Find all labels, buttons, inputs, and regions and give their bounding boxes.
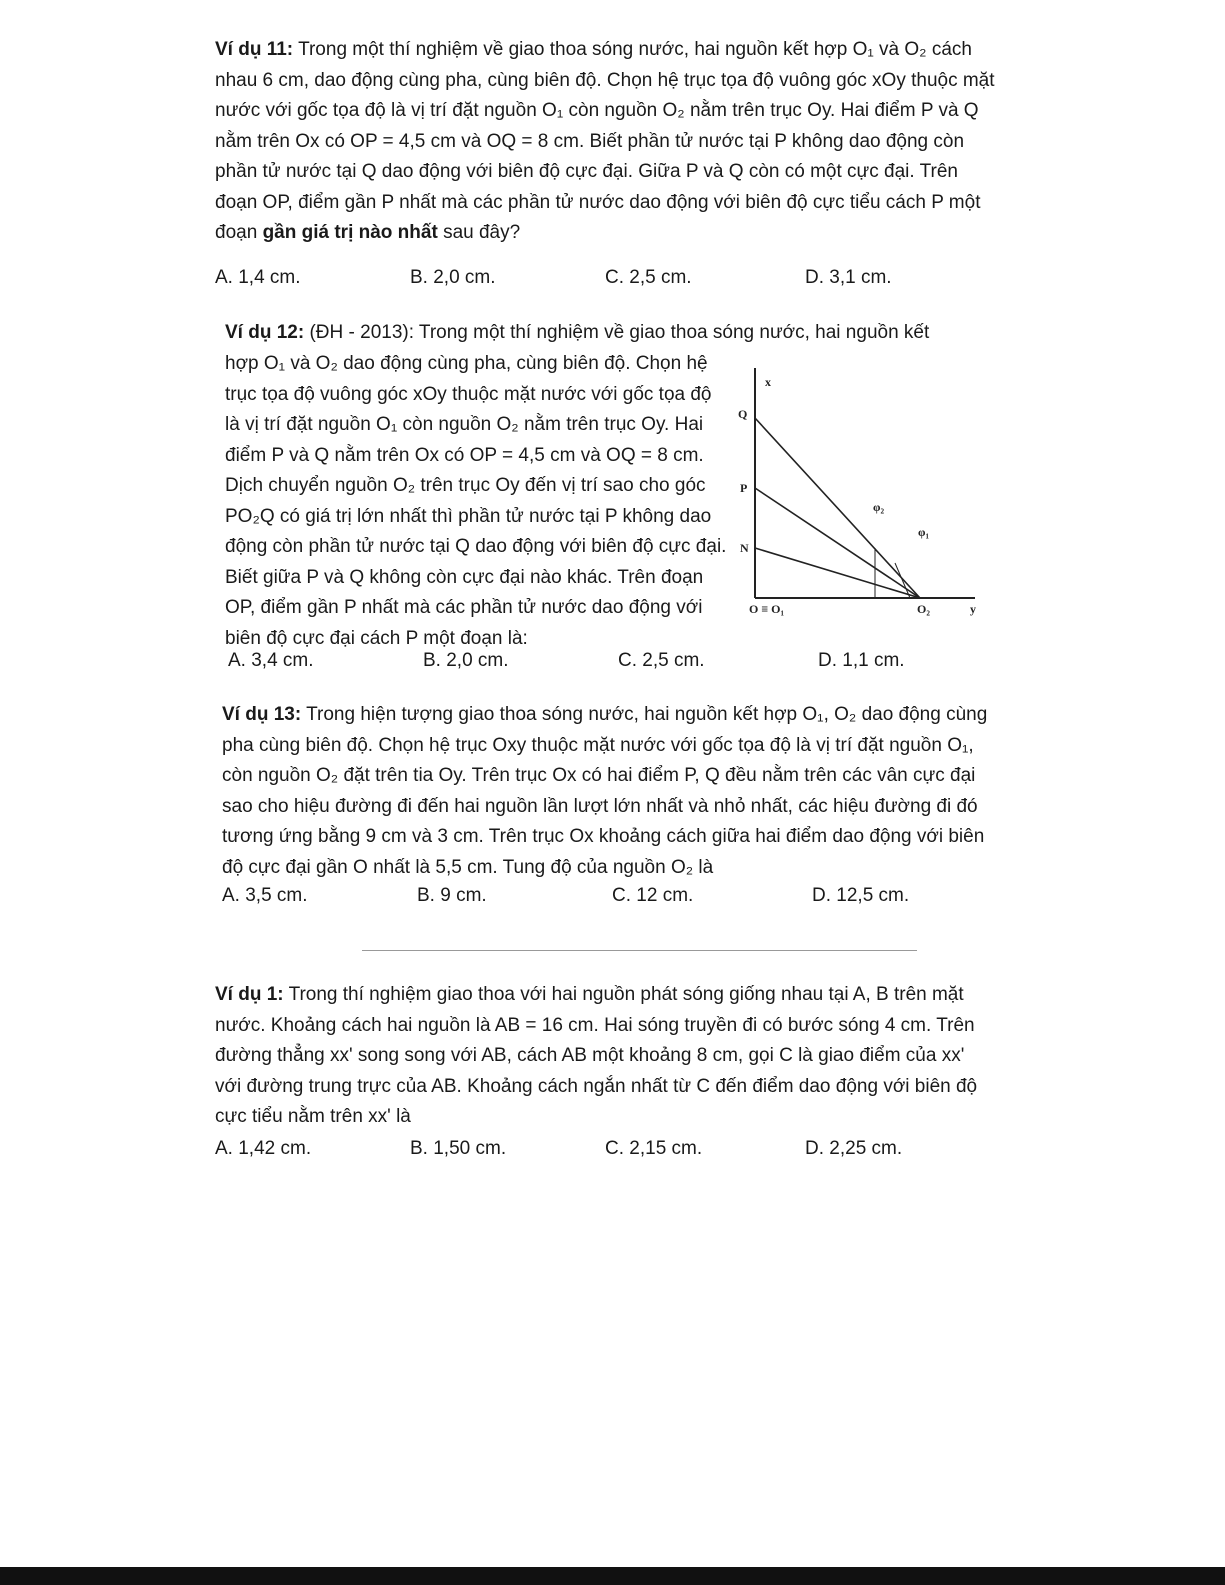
section-divider bbox=[362, 950, 917, 951]
example-12-head: (ĐH - 2013): Trong một thí nghiệm về giao thoa sóng nước, hai nguồn kết bbox=[309, 322, 930, 343]
label-phi2: φ₂ bbox=[873, 500, 885, 514]
line-n-o2 bbox=[755, 548, 920, 598]
label-o2: O₂ bbox=[917, 602, 930, 616]
example-1-text bbox=[215, 980, 995, 1133]
line-q-o2 bbox=[755, 418, 920, 598]
label-n: N bbox=[740, 541, 749, 555]
label-origin: O ≡ O₁ bbox=[749, 602, 785, 616]
bottom-scan-border bbox=[0, 1567, 1225, 1585]
example-12-figure bbox=[735, 368, 995, 628]
option-b: B. 2,0 cm. bbox=[423, 650, 509, 671]
label-phi1: φ₁ bbox=[918, 525, 930, 539]
label-x: x bbox=[765, 375, 771, 389]
example-11-text bbox=[215, 35, 995, 249]
option-c: C. 12 cm. bbox=[612, 885, 694, 906]
example-11-tail: sau đây? bbox=[443, 222, 521, 243]
label-q: Q bbox=[738, 407, 748, 421]
option-d: D. 2,25 cm. bbox=[805, 1138, 903, 1159]
example-13-text bbox=[222, 700, 1002, 883]
example-12-body: hợp O₁ và O₂ dao động cùng pha, cùng biên độ. Chọn hệ trục tọa độ vuông góc xOy thuộc mặt nước với gốc tọa độ là vị trí đặt nguồn O₁ còn nguồn O₂ nằm trên trục Oy. Hai điểm P và Q nằm trên Ox có OP = 4,5 cm và OQ = 8 cm. Dịch chuyển nguồn O₂ trên trục Oy đến vị trí sao cho góc PO₂Q có giá trị lớn nhất thì phần tử nước tại P không dao động còn phần tử nước tại Q dao động với biên độ cực đại. Biết giữa P và Q không còn cực đại nào khác. Trên đoạn OP, điểm gần P nhất mà các phần tử nước dao động với biên độ cực đại cách P một đoạn là: bbox=[225, 353, 727, 649]
option-a: A. 1,42 cm. bbox=[215, 1138, 312, 1159]
example-1-label: Ví dụ 1: bbox=[215, 984, 284, 1005]
option-a: A. 3,4 cm. bbox=[228, 650, 314, 671]
example-11-emphasis: gần giá trị nào nhất bbox=[262, 222, 438, 243]
example-12-heading bbox=[225, 318, 995, 349]
option-d: D. 1,1 cm. bbox=[818, 650, 905, 671]
option-d: D. 3,1 cm. bbox=[805, 267, 892, 288]
example-13-body: Trong hiện tượng giao thoa sóng nước, hai nguồn kết hợp O₁, O₂ dao động cùng pha cùng biên độ. Chọn hệ trục Oxy thuộc mặt nước với gốc tọa độ là vị trí đặt nguồn O₁, còn nguồn O₂ đặt trên tia Oy. Trên trục Ox có hai điểm P, Q đều nằm trên các vân cực đại sao cho hiệu đường đi đến hai nguồn lần lượt lớn nhất và nhỏ nhất, các hiệu đường đi đó tương ứng bằng 9 cm và 3 cm. Trên trục Ox khoảng cách giữa hai điểm dao động với biên độ cực đại gần O nhất là 5,5 cm. Tung độ của nguồn O₂ là bbox=[222, 704, 988, 878]
label-y: y bbox=[970, 602, 976, 616]
option-b: B. 9 cm. bbox=[417, 885, 487, 906]
option-c: C. 2,15 cm. bbox=[605, 1138, 703, 1159]
option-a: A. 1,4 cm. bbox=[215, 267, 301, 288]
option-c: C. 2,5 cm. bbox=[605, 267, 692, 288]
example-13-label: Ví dụ 13: bbox=[222, 704, 302, 725]
option-b: B. 2,0 cm. bbox=[410, 267, 496, 288]
option-a: A. 3,5 cm. bbox=[222, 885, 308, 906]
example-11-body: Trong một thí nghiệm về giao thoa sóng nước, hai nguồn kết hợp O₁ và O₂ cách nhau 6 cm, dao động cùng pha, cùng biên độ. Chọn hệ trục tọa độ vuông góc xOy thuộc mặt nước với gốc tọa độ là vị trí đặt nguồn O₁ còn nguồn O₂ nằm trên trục Oy. Hai điểm P và Q nằm trên Ox có OP = 4,5 cm và OQ = 8 cm. Biết phần tử nước tại P không dao động còn phần tử nước tại Q dao động với biên độ cực đại. Giữa P và Q còn có một cực đại. Trên đoạn OP, điểm gần P nhất mà các phần tử nước dao động với biên độ cực tiểu cách P một đoạn bbox=[215, 39, 995, 243]
option-c: C. 2,5 cm. bbox=[618, 650, 705, 671]
option-d: D. 12,5 cm. bbox=[812, 885, 910, 906]
example-12-label: Ví dụ 12: bbox=[225, 322, 305, 343]
example-1-body: Trong thí nghiệm giao thoa với hai nguồn phát sóng giống nhau tại A, B trên mặt nước. Khoảng cách hai nguồn là AB = 16 cm. Hai sóng truyền đi có bước sóng 4 cm. Trên đường thẳng xx' song song với AB, cách AB một khoảng 8 cm, gọi C là giao điểm của xx' với đường trung trực của AB. Khoảng cách ngắn nhất từ C đến điểm dao động với biên độ cực tiểu nằm trên xx' là bbox=[215, 984, 978, 1127]
option-b: B. 1,50 cm. bbox=[410, 1138, 507, 1159]
label-p: P bbox=[740, 481, 748, 495]
example-11-label: Ví dụ 11: bbox=[215, 39, 294, 60]
